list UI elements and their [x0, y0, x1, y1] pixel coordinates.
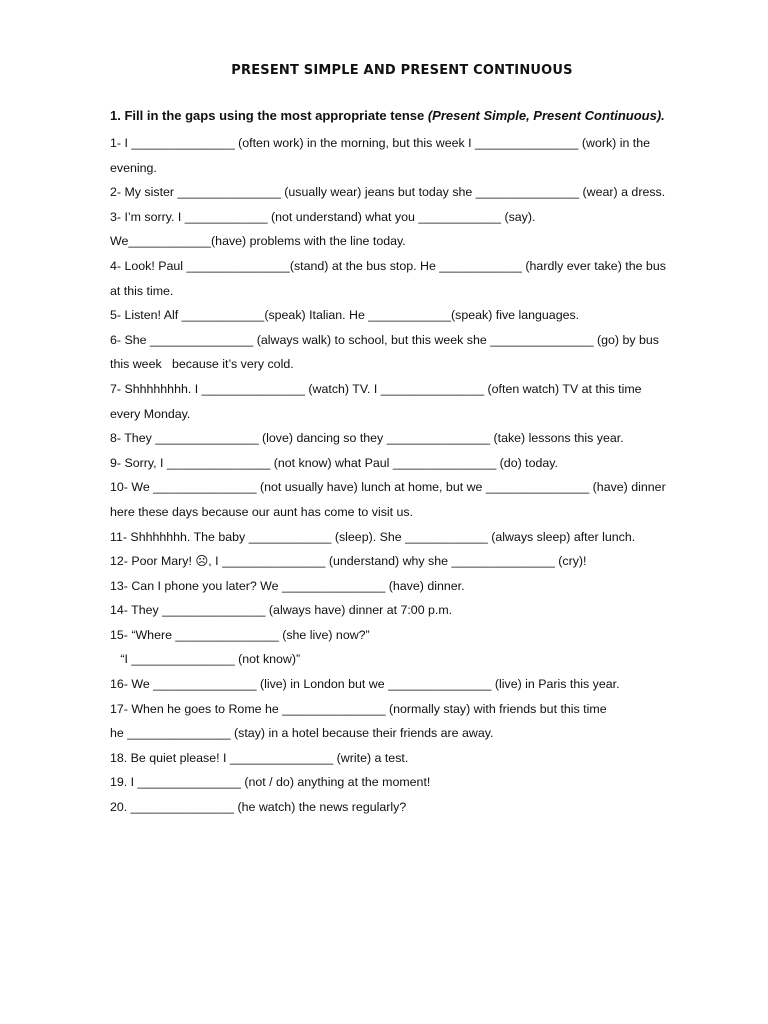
exercise-line: 13- Can I phone you later? We _______________ (have) dinner. [110, 578, 465, 593]
exercise-line: 19. I _______________ (not / do) anything at the moment! [110, 775, 431, 790]
exercise-line: 12- Poor Mary! ☹, I _______________ (understand) why she _______________ (cry)! [110, 554, 587, 569]
exercise-line: 4- Look! Paul _______________(stand) at the bus stop. He ____________ (hardly ever take) the bus [110, 258, 666, 273]
exercise-line: 15- “Where _______________ (she live) now?” [110, 627, 370, 642]
exercise-line: “I _______________ (not know)” [110, 652, 301, 667]
exercise-line: 16- We _______________ (live) in London but we _______________ (live) in Paris this year. [110, 677, 620, 692]
exercise-line: 1- I _______________ (often work) in the morning, but this week I _______________ (work) in the [110, 136, 651, 150]
exercise-line: 7- Shhhhhhhh. I _______________ (watch) TV. I _______________ (often watch) TV at this time [110, 381, 642, 396]
exercise-line: 11- Shhhhhhh. The baby ____________ (sleep). She ____________ (always sleep) after lunch. [110, 529, 636, 544]
exercise-instruction [110, 107, 730, 125]
exercise-line: 5- Listen! Alf ____________(speak) Italian. He ____________(speak) five languages. [110, 308, 580, 323]
instruction-tenses: (Present Simple, Present Continuous). [427, 108, 665, 123]
exercise-line: 18. Be quiet please! I _______________ (write) a test. [110, 750, 409, 765]
exercise-line: at this time. [110, 283, 174, 298]
exercise-line: 20. _______________ (he watch) the news regularly? [110, 800, 407, 815]
exercise-line: 2- My sister _______________ (usually wear) jeans but today she _______________ (wear) a dress. [110, 185, 666, 200]
exercise-line: evening. [110, 160, 157, 175]
exercise-line: 6- She _______________ (always walk) to school, but this week she _______________ (go) by bus [110, 332, 660, 347]
exercise-line: 17- When he goes to Rome he _______________ (normally stay) with friends but this time [110, 701, 607, 716]
exercise-line: here these days because our aunt has come to visit us. [110, 504, 414, 519]
exercise-line: 10- We _______________ (not usually have) lunch at home, but we _______________ (have) dinner [110, 480, 666, 495]
page-title: PRESENT SIMPLE AND PRESENT CONTINUOUS [231, 63, 573, 78]
exercise-line: 9- Sorry, I _______________ (not know) what Paul _______________ (do) today. [110, 455, 558, 470]
exercise-line: this week because it’s very cold. [110, 357, 294, 372]
exercise-line: every Monday. [110, 406, 191, 421]
exercise-line: 14- They _______________ (always have) dinner at 7:00 p.m. [110, 603, 453, 618]
instruction-text: 1. Fill in the gaps using the most appropriate tense [110, 108, 428, 123]
exercise-line: 3- I’m sorry. I ____________ (not understand) what you ____________ (say). [110, 209, 536, 224]
exercise-line: 8- They _______________ (love) dancing so they _______________ (take) lessons this year. [110, 431, 624, 446]
exercise-line: We____________(have) problems with the line today. [110, 234, 406, 249]
exercise-items [110, 133, 710, 822]
exercise-line: he _______________ (stay) in a hotel because their friends are away. [110, 726, 494, 741]
